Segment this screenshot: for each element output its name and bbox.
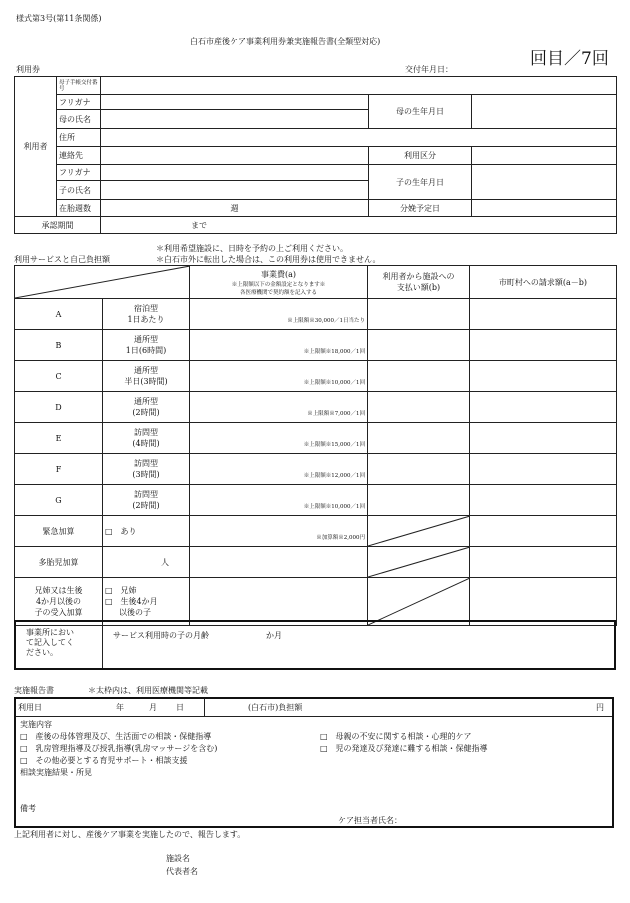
service-code: C: [15, 361, 103, 392]
claim-field[interactable]: [470, 299, 617, 330]
facility-name-label[interactable]: 施設名: [166, 854, 190, 863]
category-label: 利用区分: [369, 147, 472, 165]
service-row-b: [15, 330, 617, 361]
facility-label: 事業所におい て記入してく ださい。: [16, 622, 103, 668]
content-item-3[interactable]: □ 乳房管理指導及び授乳指導(乳房マッサージを含む): [20, 744, 218, 753]
fee-header: 事業費(a) ※上限額以下の金額設定となります※ 各医療機関で契約額を記入する: [190, 266, 368, 299]
content-label: 実施内容: [20, 720, 52, 729]
content-item-5[interactable]: □ その他必要とする育児サポート・相談支援: [20, 756, 188, 765]
urgent-row: [15, 516, 617, 547]
child-age-unit[interactable]: か月: [266, 631, 282, 640]
user-info-table: [14, 76, 617, 234]
service-row-a: [15, 299, 617, 330]
service-label: 利用サービスと自己負担額: [14, 255, 110, 264]
service-type: 訪問型 (2時間): [103, 485, 190, 516]
use-date-label: 利用日: [18, 703, 42, 712]
claim-header: 市町村への請求額(a－b): [470, 266, 617, 299]
multi-row: [15, 547, 617, 578]
claim-field[interactable]: [470, 392, 617, 423]
service-row-d: [15, 392, 617, 423]
address-label: 住所: [57, 129, 101, 147]
burden-label: (白石市)負担額: [248, 703, 303, 712]
urgent-payment-crossed: [368, 516, 470, 547]
child-name-label: 子の氏名: [57, 181, 101, 200]
payment-field[interactable]: [368, 299, 470, 330]
weeks-label: 在胎週数: [57, 200, 101, 217]
furigana-child-field[interactable]: [101, 165, 369, 181]
category-field[interactable]: [472, 147, 617, 165]
service-type: 訪問型 (4時間): [103, 423, 190, 454]
report-box: [14, 697, 614, 828]
approval-period-field[interactable]: まで: [101, 217, 617, 234]
address-field[interactable]: [101, 129, 617, 147]
service-type: 通所型 半日(3時間): [103, 361, 190, 392]
page-title: 白石市産後ケア事業利用券兼実施報告書(全類型対応): [190, 37, 381, 46]
child-age-label: サービス利用時の子の月齢: [113, 631, 209, 640]
diagonal-line: [15, 266, 190, 298]
payment-header: 利用者から施設への 支払い額(b): [368, 266, 470, 299]
service-code: G: [15, 485, 103, 516]
service-code: B: [15, 330, 103, 361]
multi-payment-crossed: [368, 547, 470, 578]
sibling-row: [15, 578, 617, 626]
service-row-g: [15, 485, 617, 516]
approval-label: 承認期間: [15, 217, 101, 234]
remarks-label: 備考: [20, 804, 36, 813]
multi-count-field[interactable]: 人: [103, 547, 190, 578]
service-code: E: [15, 423, 103, 454]
contact-field[interactable]: [101, 147, 369, 165]
content-item-1[interactable]: □ 産後の母体管理及び、生活面での相談・保健指導: [20, 732, 212, 741]
report-title: 実施報告書: [14, 686, 54, 695]
round-counter: 回目／7回: [530, 49, 609, 69]
claim-field[interactable]: [470, 361, 617, 392]
day-label[interactable]: 日: [176, 703, 184, 712]
furigana-mother-label: フリガナ: [57, 95, 101, 110]
claim-field[interactable]: [470, 485, 617, 516]
service-table: [14, 265, 617, 626]
fee-field[interactable]: ※上限額※10,000／1回: [190, 361, 368, 392]
use-date-row: [16, 699, 612, 717]
service-type: 通所型 1日(6時間): [103, 330, 190, 361]
payment-field[interactable]: [368, 361, 470, 392]
claim-field[interactable]: [470, 454, 617, 485]
service-row-e: [15, 423, 617, 454]
service-type: 通所型 (2時間): [103, 392, 190, 423]
issue-date-label: 交付年月日：: [405, 65, 453, 74]
content-item-4[interactable]: □ 児の発達及び発達に難する相談・保健指導: [320, 744, 488, 753]
claim-field[interactable]: [470, 423, 617, 454]
claim-field[interactable]: [470, 330, 617, 361]
mother-name-field[interactable]: [101, 110, 369, 129]
multi-claim-field[interactable]: [470, 547, 617, 578]
reserve-note: ＊利用希望施設に、日時を予約の上ご利用ください。: [156, 244, 348, 253]
form-number: 様式第3号(第11条関係): [16, 14, 102, 23]
sibling-options[interactable]: □ 兄姉 □ 生後4か月 以後の子: [103, 578, 190, 626]
fee-field[interactable]: ※上限額※12,000／1回: [190, 454, 368, 485]
staff-label[interactable]: ケア担当者氏名：: [338, 816, 402, 825]
fee-field[interactable]: ※上限額※7,000／1回: [190, 392, 368, 423]
service-row-c: [15, 361, 617, 392]
fee-field[interactable]: ※上限額※18,000／1回: [190, 330, 368, 361]
urgent-label: 緊急加算: [15, 516, 103, 547]
footer-statement: 上記利用者に対し、産後ケア事業を実施したので、報告します。: [14, 830, 246, 839]
service-code: D: [15, 392, 103, 423]
representative-label[interactable]: 代表者名: [166, 867, 198, 876]
furigana-child-label: フリガナ: [57, 165, 101, 181]
month-label[interactable]: 月: [149, 703, 157, 712]
year-label[interactable]: 年: [116, 703, 124, 712]
weeks-field[interactable]: [101, 200, 369, 217]
fee-field[interactable]: ※上限額※15,000／1回: [190, 423, 368, 454]
service-type: 宿泊型 1日あたり: [103, 299, 190, 330]
service-row-f: [15, 454, 617, 485]
payment-field[interactable]: [368, 454, 470, 485]
moved-note: ＊白石市外に転出した場合は、この利用券は使用できません。: [156, 255, 381, 264]
techo-number-label: 母子手帳交付番号: [57, 77, 101, 95]
divider: [204, 699, 205, 716]
user-label: 利用者: [15, 77, 57, 217]
payment-field[interactable]: [368, 392, 470, 423]
urgent-checkbox[interactable]: □ あり: [103, 516, 190, 547]
service-type: 訪問型 (3時間): [103, 454, 190, 485]
techo-number-field[interactable]: [101, 77, 617, 95]
header-corner-cell: [15, 266, 190, 299]
due-date-field[interactable]: [472, 200, 617, 217]
sibling-payment-crossed: [368, 578, 470, 626]
service-code: A: [15, 299, 103, 330]
multi-fee-field[interactable]: [190, 547, 368, 578]
child-name-field[interactable]: [101, 181, 369, 200]
fee-field[interactable]: ※上限額※30,000／1日当たり: [190, 299, 368, 330]
contact-label: 連絡先: [57, 147, 101, 165]
service-code: F: [15, 454, 103, 485]
facility-box: [14, 620, 616, 670]
mother-dob-field[interactable]: [472, 95, 617, 129]
report-note: ＊太枠内は、利用医療機関等記載: [88, 686, 208, 695]
child-dob-label: 子の生年月日: [369, 165, 472, 200]
ticket-label: 利用券: [16, 65, 40, 74]
sibling-fee-field[interactable]: [190, 578, 368, 626]
payment-field[interactable]: [368, 485, 470, 516]
multi-label: 多胎児加算: [15, 547, 103, 578]
fee-field[interactable]: ※上限額※10,000／1回: [190, 485, 368, 516]
urgent-fee-field[interactable]: ※加算額※2,000円: [190, 516, 368, 547]
due-date-label: 分娩予定日: [369, 200, 472, 217]
child-dob-field[interactable]: [472, 165, 617, 200]
weeks-unit: 週: [230, 203, 239, 213]
payment-field[interactable]: [368, 330, 470, 361]
sibling-label: 兄姉又は生後 4か月以後の 子の受入加算: [15, 578, 103, 626]
urgent-claim-field[interactable]: [470, 516, 617, 547]
sibling-claim-field[interactable]: [470, 578, 617, 626]
content-item-2[interactable]: □ 母親の不安に関する相談・心理的ケア: [320, 732, 472, 741]
furigana-mother-field[interactable]: [101, 95, 369, 110]
result-label: 相談実施結果・所見: [20, 768, 92, 777]
payment-field[interactable]: [368, 423, 470, 454]
yen-label[interactable]: 円: [596, 703, 604, 712]
mother-name-label: 母の氏名: [57, 110, 101, 129]
mother-dob-label: 母の生年月日: [369, 95, 472, 129]
